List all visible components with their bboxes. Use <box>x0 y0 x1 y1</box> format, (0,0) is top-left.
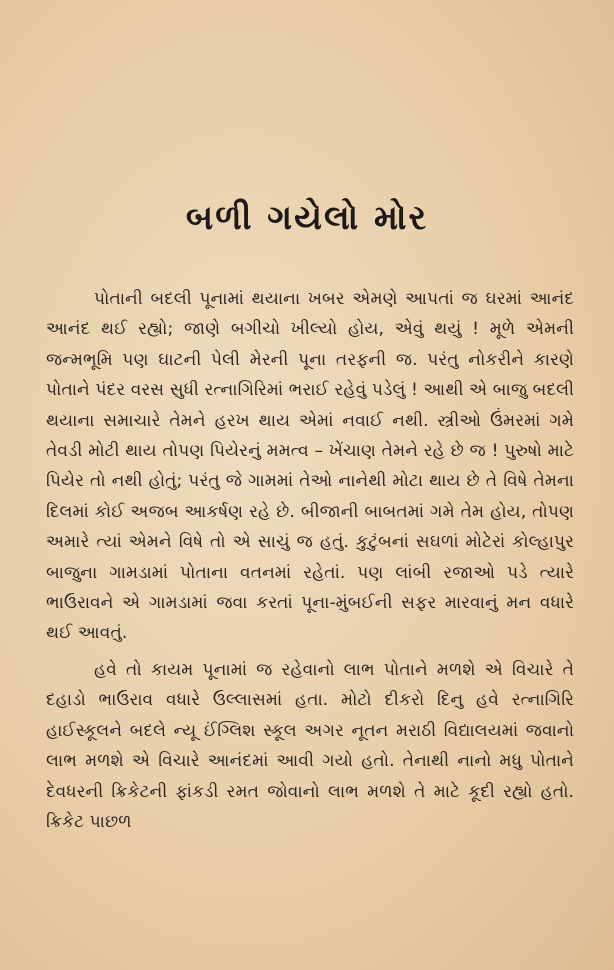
paragraph-2: હવે તો કાયમ પૂનામાં જ રહેવાનો લાભ પોતાને મળશે એ વિચારે તે દહાડો ભાઉરાવ વધારે ઉલ્લાસમાં હતા. મોટો દીકરો દિનુ હવે રત્નાગિરિ હાઈસ્કૂલને બદલે ન્યૂ ઈંગ્લિશ સ્કૂલ અગર નૂતન મરાઠી વિદ્યાલયમાં જવાનો લાભ મળશે એ વિચારે આનંદમાં આવી ગયો હતો. તેનાથી નાનો મધુ પોતાને દેવધરની ક્રિકેટની ફાંકડી રમત જોવાનો લાભ મળશે તે માટે કૂદી રહ્યો હતો. ક્રિકેટ પાછળ <box>46 659 574 832</box>
paragraph-1: પોતાની બદલી પૂનામાં થયાના ખબર એમણે આપતાં જ ઘરમાં આનંદ આનંદ થઈ રહ્યો; જાણે બગીચો ખીલ્યો હોય, એવું થયું ! મૂળે એમની જન્મભૂમિ પણ ઘાટની પેલી મેરની પૂના તરફની જ. પરંતુ નોકરીને કારણે પોતાને પંદર વરસ સુધી રત્નાગિરિમાં ભરાઈ રહેવું પડેલું ! આથી એ બાજુ બદલી થયાના સમાચારે તેમને હરખ થાય એમાં નવાઈ નથી. સ્ત્રીઓ ઉંમરમાં ગમે તેવડી મોટી થાય તોપણ પિયેરનું મમત્વ – ખેંચાણ તેમને રહે છે જ ! પુરુષો માટે પિયેર તો નથી હોતું; પરંતુ જે ગામમાં તેઓ નાનેથી મોટા થાય છે તે વિષે તેમના દિલમાં કોઈ અજબ આકર્ષણ રહે છે. બીજાની બાબતમાં ગમે તેમ હોય, તોપણ અમારે ત્યાં એમને વિષે તો એ સાચું જ હતું. કુટુંબનાં સઘળાં મોટેરાં કોલ્હાપુર બાજુના ગામડામાં પોતાના વતનમાં રહેતાં. પણ લાંબી રજાઓ પડે ત્યારે ભાઉરાવને એ ગામડામાં જવા કરતાં પૂના-મુંબઈની સફર મારવાનું મન વધારે થઈ આવતું. <box>46 289 574 644</box>
chapter-title: બળી ગયેલો મોર <box>185 198 429 238</box>
chapter-body <box>46 284 574 837</box>
